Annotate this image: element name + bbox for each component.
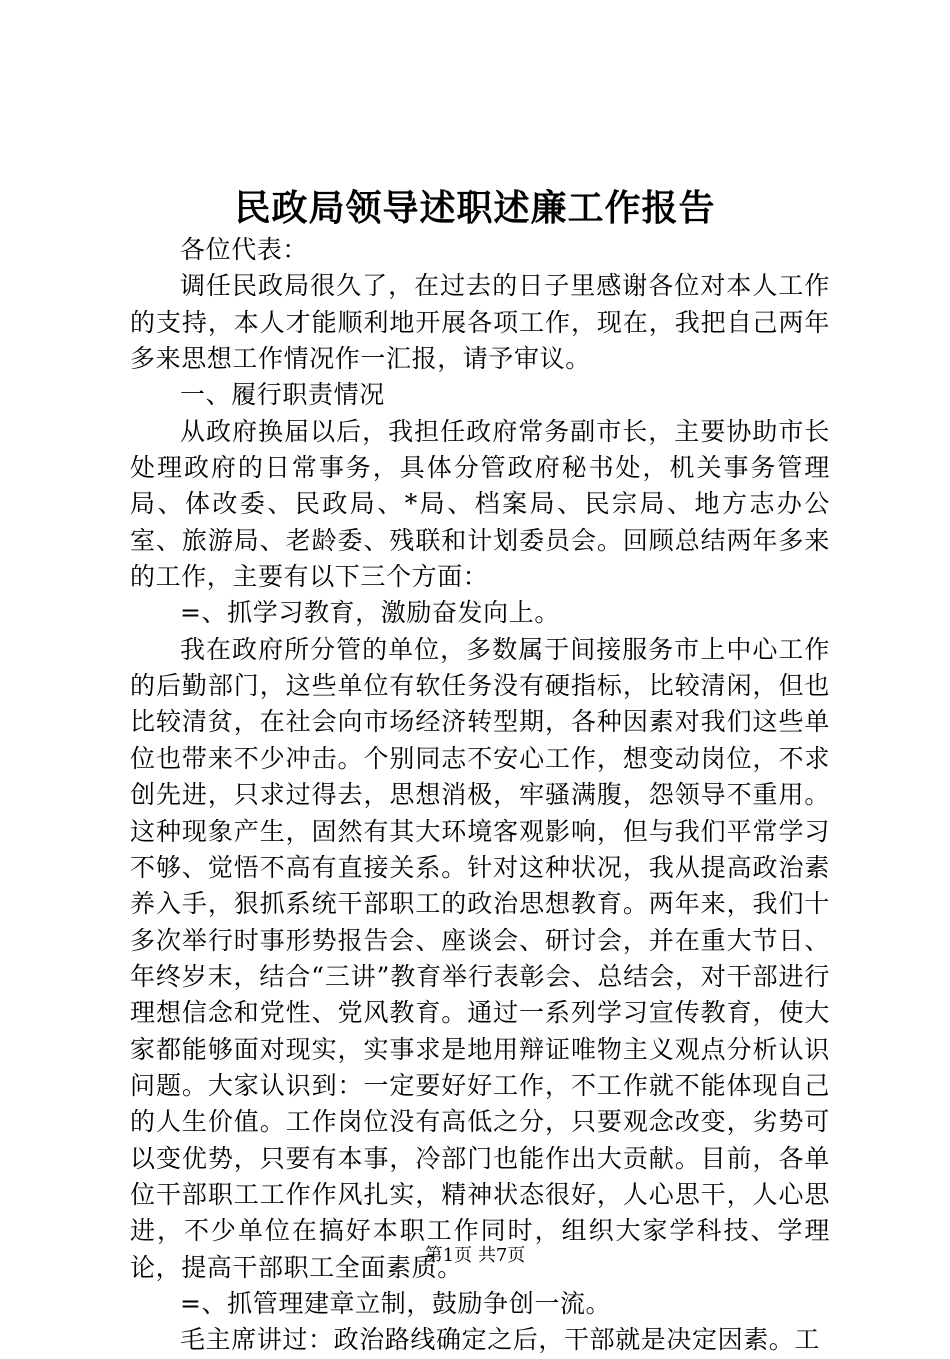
salutation: 各位代表： [180, 235, 309, 264]
subheading-management: =、抓管理建章立制，鼓励争创一流。 [180, 1288, 612, 1318]
intro-paragraph: 调任民政局很久了，在过去的日子里感谢各位对本人工作的支持，本人才能顺利地开展各项工作，现在，我把自己两年多来思想工作情况作一汇报，请予审议。 [130, 271, 830, 374]
subheading-study-education: =、抓学习教育，激励奋发向上。 [180, 598, 560, 628]
document-title: 民政局领导述职述廉工作报告 [234, 187, 716, 229]
study-education-paragraph: 我在政府所分管的单位，多数属于间接服务市上中心工作的后勤部门，这些单位有软任务没有硬指标，比较清闲，但也比较清贫，在社会向市场经济转型期，各种因素对我们这些单位也带来不少冲击。个别同志不安心工作，想变动岗位，不求创先进，只求过得去，思想消极，牢骚满腹，怨领导不重用。这种现象产生，固然有其大环境客观影响，但与我们平常学习不够、觉悟不高有直接关系。针对这种状况，我从提高政治素养入手，狠抓系统干部职工的政治思想教育。两年来，我们十多次举行时事形势报告会、座谈会、研讨会，并在重大节日、年终岁末，结合“三讲”教育举行表彰会、总结会，对干部进行理想信念和党性、党风教育。通过一系列学习宣传教育，使大家都能够面对现实，实事求是地用辩证唯物主义观点分析认识问题。大家认识到：一定要好好工作，不工作就不能体现自己的人生价值。工作岗位没有高低之分，只要观念改变，劣势可以变优势，只要有本事，冷部门也能作出大贡献。目前，各单位干部职工工作作风扎实，精神状态很好，人心思干，人心思进，不少单位在搞好本职工作同时，组织大家学科技、学理论，提高干部职工全面素质。 [130, 634, 830, 1282]
duties-paragraph: 从政府换届以后，我担任政府常务副市长，主要协助市长处理政府的日常事务，具体分管政府秘书处，机关事务管理局、体改委、民政局、*局、档案局、民宗局、地方志办公室、旅游局、老龄委、残联和计划委员会。回顾总结两年多来的工作，主要有以下三个方面： [130, 416, 830, 592]
document-body [130, 232, 830, 1359]
section-heading-duties: 一、履行职责情况 [180, 380, 385, 410]
page-number-footer: 第1页 共7页 [424, 1245, 526, 1266]
management-paragraph: 毛主席讲过：政治路线确定之后，干部就是决定因素。工 [180, 1325, 821, 1355]
